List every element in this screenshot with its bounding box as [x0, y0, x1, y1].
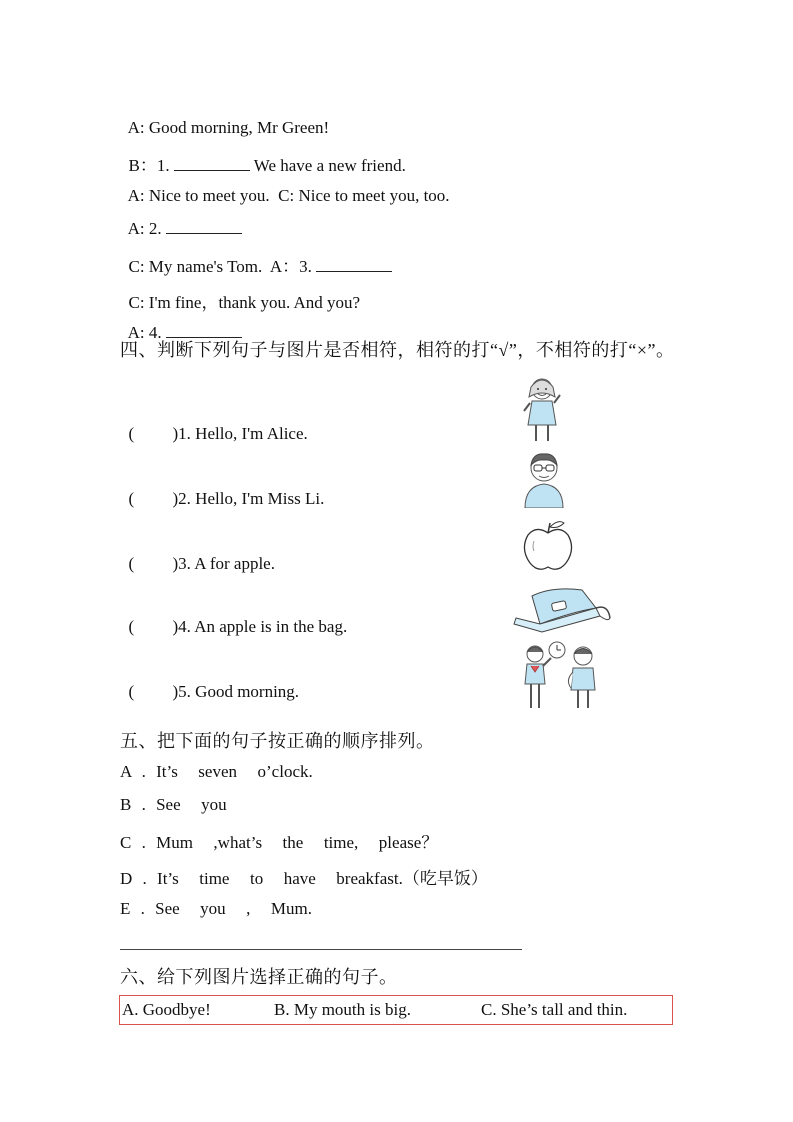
judge-item-4 [120, 597, 347, 637]
bracket-close: ) [172, 489, 179, 508]
bracket-close: ) [172, 424, 179, 443]
bracket-close: ) [172, 554, 179, 573]
dialogue-text: We have a new friend. [249, 156, 406, 175]
judge-item-5 [120, 662, 299, 702]
judge-text: 2. Hello, I'm Miss Li. [178, 489, 325, 508]
order-item-a: A . It’s seven o’clock. [120, 762, 313, 781]
answer-line[interactable] [120, 949, 522, 950]
option-a[interactable]: A. Goodbye! [122, 1000, 211, 1019]
answer-bracket[interactable]: ( [128, 554, 135, 573]
dialogue-text: A: 4. [127, 323, 166, 342]
children-clock-icon [517, 640, 601, 710]
answer-bracket[interactable]: ( [128, 682, 135, 701]
judge-text: 4. An apple is in the bag. [178, 617, 348, 636]
order-item-b: B . See you [120, 795, 227, 814]
man-with-glasses-icon [521, 450, 567, 508]
dialogue-text: A: Nice to meet you. C: Nice to meet you, too. [127, 186, 450, 205]
judge-text: 1. Hello, I'm Alice. [178, 424, 308, 443]
order-item-e: E . See you , Mum. [120, 899, 313, 918]
option-b[interactable]: B. My mouth is big. [274, 1000, 411, 1019]
section4-heading: 四、判断下列句子与图片是否相符，相符的打“√”，不相符的打“×”。 [120, 340, 675, 360]
dialogue-text: B：1. [128, 156, 174, 175]
bracket-close: ) [172, 682, 179, 701]
answer-bracket[interactable]: ( [128, 489, 135, 508]
dialogue-text: C: I'm fine，thank you. And you? [128, 293, 361, 312]
bracket-close: ) [172, 617, 179, 636]
dialogue-text: C: My name's Tom. A：3. [128, 257, 317, 276]
judge-text: 3. A for apple. [178, 554, 275, 573]
girl-icon [520, 375, 564, 443]
answer-bracket[interactable]: ( [128, 424, 135, 443]
dialogue-text: A: Good morning, Mr Green! [127, 118, 330, 137]
order-item-d: D . It’s time to have breakfast.（吃早饭） [120, 869, 488, 888]
bag-icon [512, 582, 612, 634]
dialogue-text: A: 2. [127, 219, 166, 238]
judge-text: 5. Good morning. [178, 682, 300, 701]
judge-item-3 [120, 534, 275, 574]
options-box [119, 995, 673, 1025]
section6-heading: 六、给下列图片选择正确的句子。 [120, 967, 398, 987]
section5-heading: 五、把下面的句子按正确的顺序排列。 [120, 731, 435, 751]
judge-item-1 [120, 404, 308, 444]
option-c[interactable]: C. She’s tall and thin. [481, 1000, 628, 1019]
judge-item-2 [120, 469, 324, 509]
answer-bracket[interactable]: ( [128, 617, 135, 636]
apple-icon [522, 519, 574, 573]
order-item-c: C . Mum ,what’s the time, please？ [120, 833, 439, 852]
